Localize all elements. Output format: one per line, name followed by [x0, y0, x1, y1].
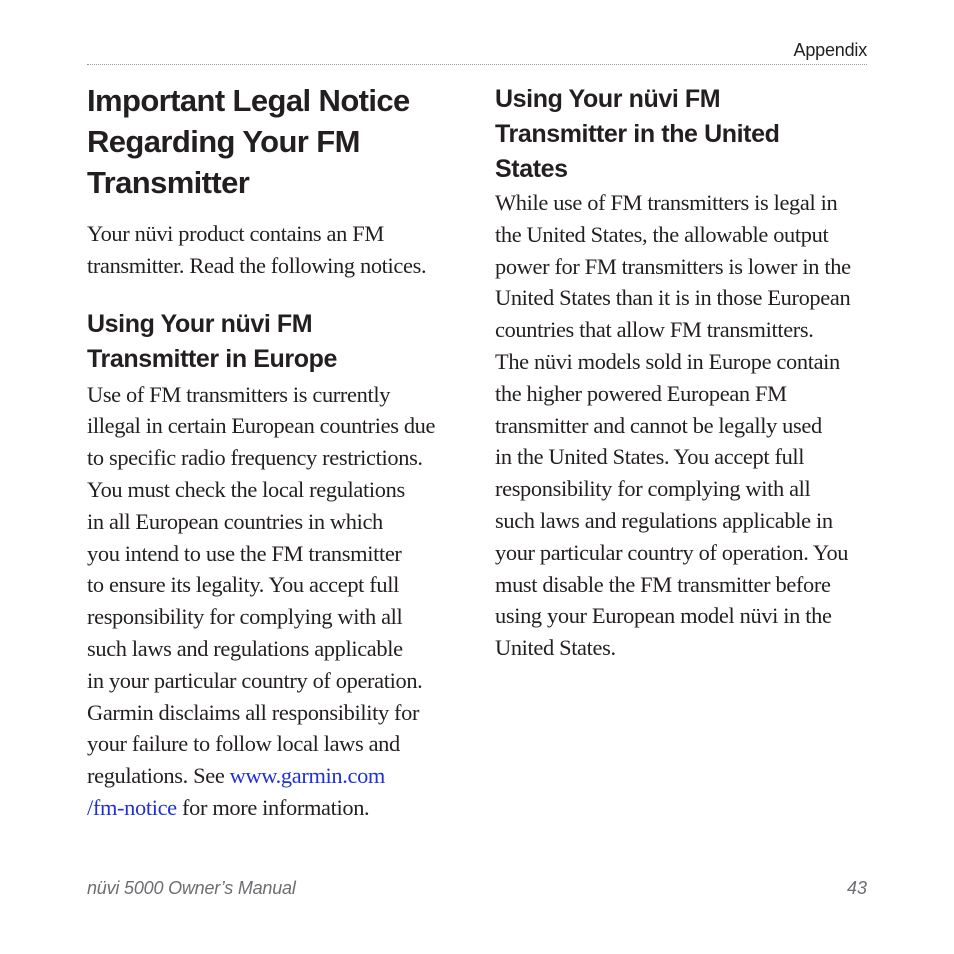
text-line: the United States, the allowable output	[495, 221, 829, 247]
text-line: to specific radio frequency restrictions.	[87, 445, 423, 471]
text-line: your failure to follow local laws and	[87, 731, 400, 757]
text-line: in your particular country of operation.	[87, 667, 423, 693]
page-number: 43	[846, 878, 867, 898]
link-prefix: regulations. See	[87, 763, 230, 789]
text-line: your particular country of operation. You	[495, 539, 849, 565]
text-line: responsibility for complying with all	[87, 604, 403, 630]
header-rule	[87, 64, 867, 65]
section-label: Appendix	[793, 40, 867, 60]
text-line: such laws and regulations applicable in	[495, 507, 833, 533]
page-title-line: Transmitter	[87, 165, 250, 200]
text-line: you intend to use the FM transmitter	[87, 540, 402, 566]
text-line: using your European model nüvi in the	[495, 603, 832, 629]
text-line: illegal in certain European countries due	[87, 413, 436, 439]
text-line	[87, 760, 459, 792]
text-line	[87, 792, 459, 824]
link-suffix: for more information.	[176, 794, 370, 820]
text-line: The nüvi models sold in Europe contain	[495, 348, 840, 374]
page-title	[87, 80, 459, 203]
text-line: While use of FM transmitters is legal in	[495, 190, 838, 215]
text-line: Use of FM transmitters is currently	[87, 381, 391, 407]
text-line: United States.	[495, 635, 616, 661]
manual-title: nüvi 5000 Owner’s Manual	[87, 878, 296, 898]
heading-line: States	[495, 155, 568, 183]
intro-paragraph	[87, 218, 459, 282]
text-line: transmitter. Read the following notices.	[87, 252, 427, 278]
heading-line: Using Your nüvi FM	[495, 85, 721, 113]
page-title-line: Important Legal Notice	[87, 83, 410, 118]
text-line: responsibility for complying with all	[495, 476, 811, 502]
right-column	[495, 82, 873, 664]
europe-paragraph	[87, 379, 459, 824]
europe-heading	[87, 307, 459, 377]
text-line: power for FM transmitters is lower in the	[495, 253, 851, 279]
garmin-fm-notice-link-cont[interactable]: /fm-notice	[87, 794, 177, 820]
text-line: the higher powered European FM	[495, 380, 787, 406]
text-line: Garmin disclaims all responsibility for	[87, 699, 420, 725]
text-line: United States than it is in those European	[495, 285, 851, 311]
text-line: such laws and regulations applicable	[87, 635, 403, 661]
garmin-fm-notice-link[interactable]: www.garmin.com	[229, 763, 385, 789]
text-line: in all European countries in which	[87, 508, 383, 534]
text-line: You must check the local regulations	[87, 476, 405, 502]
heading-line: Using Your nüvi FM	[87, 309, 313, 338]
text-line: Your nüvi product contains an FM	[87, 221, 384, 246]
us-heading	[495, 82, 873, 187]
heading-line: Transmitter in Europe	[87, 344, 337, 373]
text-line: countries that allow FM transmitters.	[495, 317, 814, 343]
heading-line: Transmitter in the United	[495, 120, 780, 148]
text-line: must disable the FM transmitter before	[495, 571, 831, 597]
text-line: to ensure its legality. You accept full	[87, 572, 399, 598]
us-paragraph	[495, 187, 873, 664]
text-line: transmitter and cannot be legally used	[495, 412, 822, 438]
left-column	[87, 80, 459, 824]
page-title-line: Regarding Your FM	[87, 124, 360, 159]
text-line: in the United States. You accept full	[495, 444, 805, 470]
